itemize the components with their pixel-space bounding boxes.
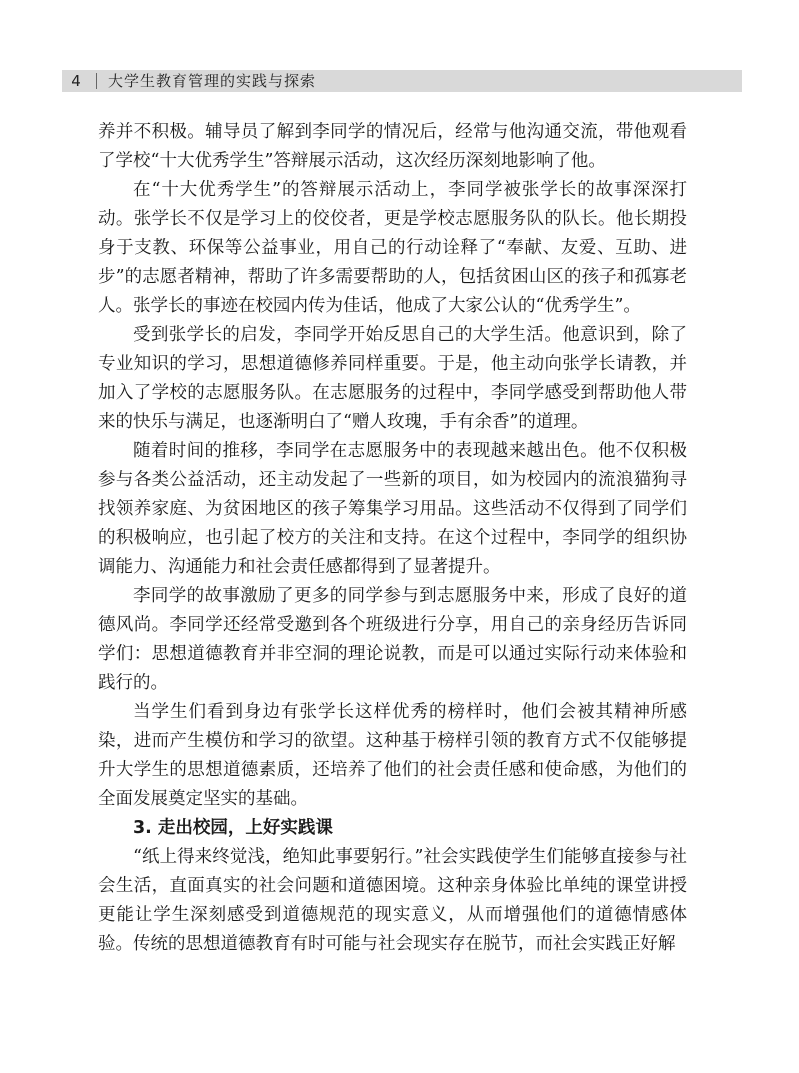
page-body	[98, 118, 687, 959]
case-paragraph: 随着时间的推移，李同学在志愿服务中的表现越来越出色。他不仅积极参与各类公益活动，还主动发起了一些新的项目，如为校园内的流浪猫狗寻找领养家庭、为贫困地区的孩子筹集学习用品。这些活动不仅得到了同学们的积极响应，也引起了校方的关注和支持。在这个过程中，李同学的组织协调能力、沟通能力和社会责任感都得到了显著提升。	[98, 441, 687, 577]
case-paragraph: 李同学的故事激励了更多的同学参与到志愿服务中来，形成了良好的道德风尚。李同学还经常受邀到各个班级进行分享，用自己的亲身经历告诉同学们：思想道德教育并非空洞的理论说教，而是可以通过实际行动来体验和践行的。	[98, 586, 687, 693]
case-paragraph: 受到张学长的启发，李同学开始反思自己的大学生活。他意识到，除了专业知识的学习，思想道德修养同样重要。于是，他主动向张学长请教，并加入了学校的志愿服务队。在志愿服务的过程中，李同学感受到帮助他人带来的快乐与满足，也逐渐明白了“赠人玫瑰，手有余香”的道理。	[98, 325, 687, 432]
case-paragraph-continued: 养并不积极。辅导员了解到李同学的情况后，经常与他沟通交流，带他观看了学校“十大优秀学生”答辩展示活动，这次经历深刻地影响了他。	[98, 122, 687, 171]
running-header	[62, 70, 742, 92]
section-paragraph: “纸上得来终觉浅，绝知此事要躬行。”社会实践使学生们能够直接参与社会生活，直面真实的社会问题和道德困境。这种亲身体验比单纯的课堂讲授更能让学生深刻感受到道德规范的现实意义，从而增强他们的道德情感体验。传统的思想道德教育有时可能与社会现实存在脱节，而社会实践正好解	[98, 847, 687, 954]
case-paragraph: 在“十大优秀学生”的答辩展示活动上，李同学被张学长的故事深深打动。张学长不仅是学习上的佼佼者，更是学校志愿服务队的队长。他长期投身于支教、环保等公益事业，用自己的行动诠释了“奉献、友爱、互助、进步”的志愿者精神，帮助了许多需要帮助的人，包括贫困山区的孩子和孤寡老人。张学长的事迹在校园内传为佳话，他成了大家公认的“优秀学生”。	[98, 180, 687, 316]
header-divider	[96, 73, 97, 89]
analysis-paragraph: 当学生们看到身边有张学长这样优秀的榜样时，他们会被其精神所感染，进而产生模仿和学习的欲望。这种基于榜样引领的教育方式不仅能够提升大学生的思想道德素质，还培养了他们的社会责任感和使命感，为他们的全面发展奠定坚实的基础。	[98, 702, 687, 809]
page-number: 4	[71, 72, 81, 90]
section-heading: 3. 走出校园，上好实践课	[133, 818, 333, 838]
book-title: 大学生教育管理的实践与探索	[108, 72, 317, 90]
